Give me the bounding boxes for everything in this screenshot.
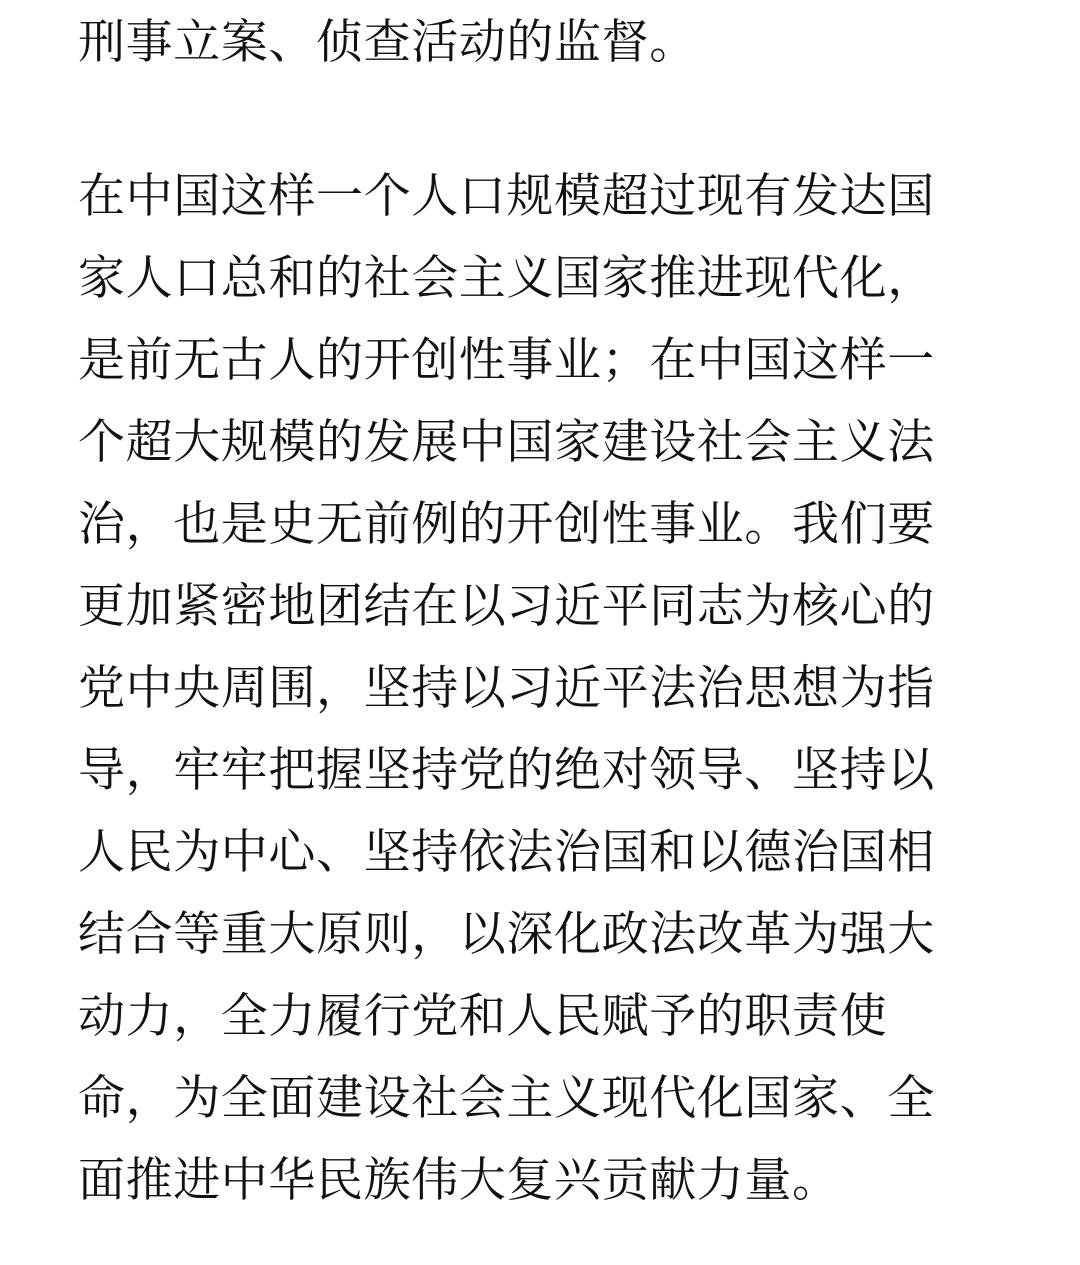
text-line: 个超大规模的发展中国家建设社会主义法: [78, 415, 935, 470]
text-line: 命，为全面建设社会主义现代化国家、全: [78, 1071, 935, 1126]
text-line: 党中央周围，坚持以习近平法治思想为指: [78, 661, 935, 716]
text-line: 在中国这样一个人口规模超过现有发达国: [78, 169, 935, 224]
text-line: 人民为中心、坚持依法治国和以德治国相: [78, 825, 935, 880]
paragraph-gap: [78, 84, 1008, 156]
text-line: 是前无古人的开创性事业；在中国这样一: [78, 333, 935, 388]
text-line: 动力，全力履行党和人民赋予的职责使: [78, 989, 888, 1044]
text-line: 面推进中华民族伟大复兴贡献力量。: [78, 1153, 840, 1208]
text-line: 家人口总和的社会主义国家推进现代化，: [78, 251, 935, 306]
text-line: 结合等重大原则，以深化政法改革为强大: [78, 907, 935, 962]
text-line: 刑事立案、侦查活动的监督。: [78, 15, 697, 70]
text-line: 治，也是史无前例的开创性事业。我们要: [78, 497, 935, 552]
text-line: 导，牢牢把握坚持党的绝对领导、坚持以: [78, 743, 935, 798]
article-body: [78, 0, 1008, 1222]
paragraph-2: [78, 156, 1008, 1222]
paragraph-1: [78, 2, 1008, 84]
text-line: 更加紧密地团结在以习近平同志为核心的: [78, 579, 935, 634]
